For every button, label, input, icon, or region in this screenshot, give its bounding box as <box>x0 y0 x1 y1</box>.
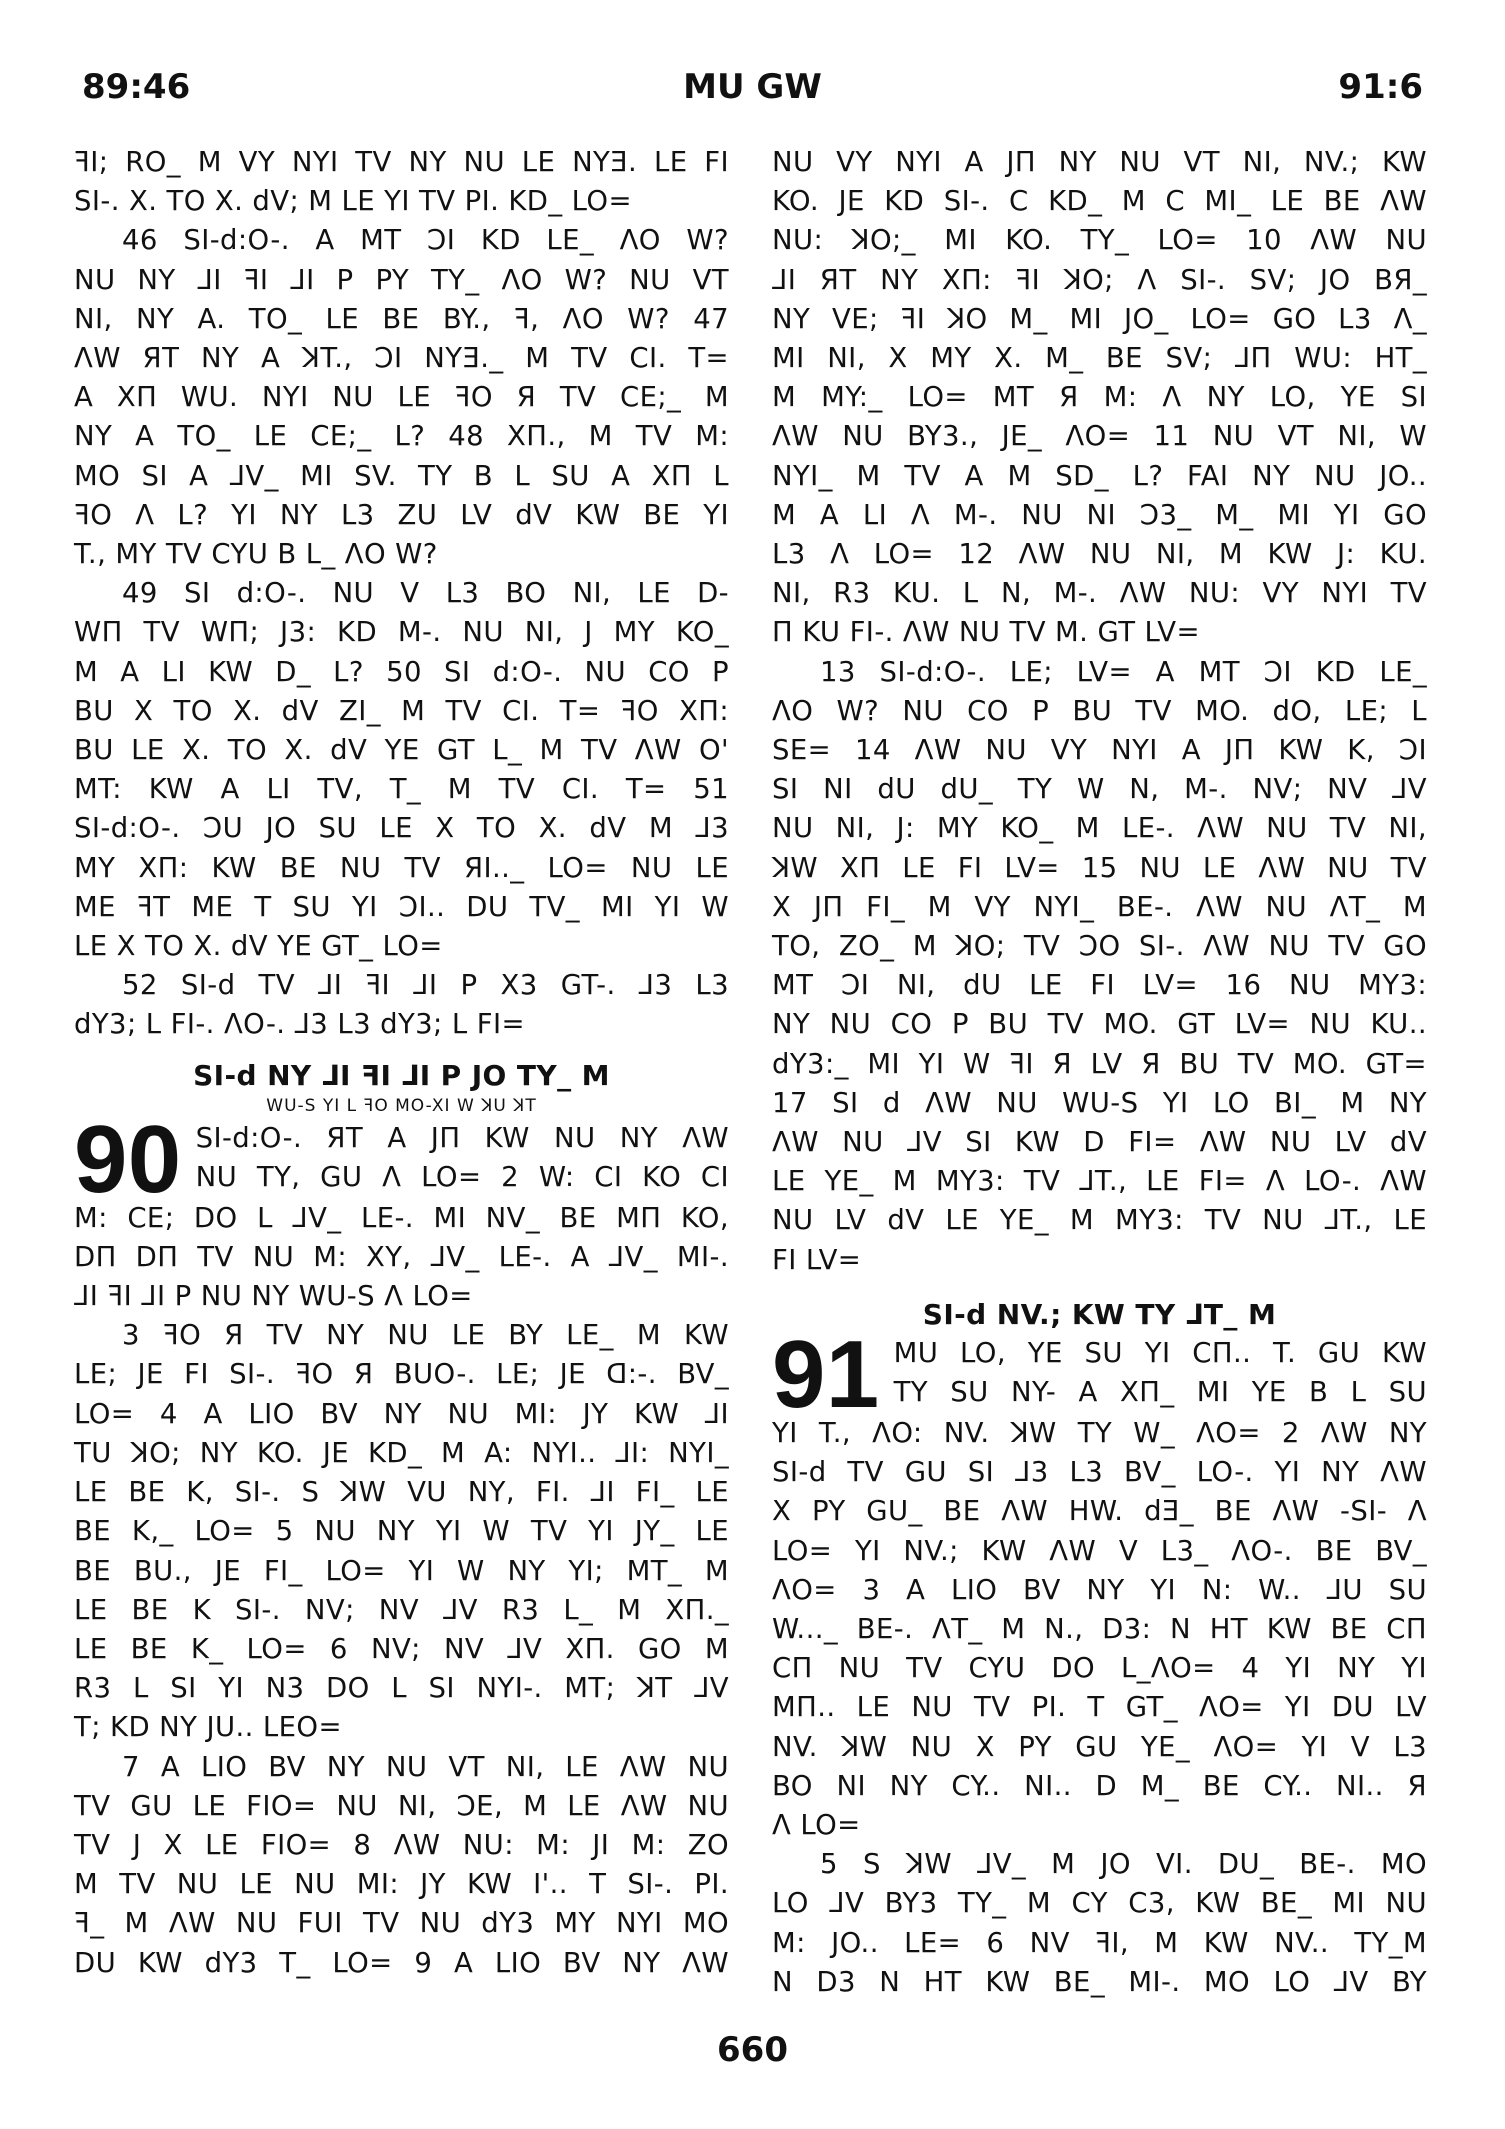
text-line: LO= YI NV.; KW ΛW V L3_ ΛO-. BE BV_ <box>772 1534 1427 1567</box>
page-number: 660 <box>717 2030 788 2070</box>
text-line: SI-d TV GU SI ⅃3 L3 BV_ LO-. YI NY ΛW <box>772 1456 1427 1489</box>
text-line: ⅃I ЯT NY XΠ: ꟻI ꓘO; Λ SI-. SV; JO BЯ_ <box>772 263 1427 296</box>
text-line: 52 SI-d TV ⅃I ꟻI ⅃I P X3 GT-. ⅃3 L3 <box>122 969 729 1002</box>
text-line: A XΠ WU. NYI NU LE ꟻO Я TV CE;_ M <box>74 381 729 414</box>
text-line: SI NI dU dU_ TY W N, M-. NV; NV ⅃V <box>772 773 1427 806</box>
verse-52-block <box>74 966 729 1044</box>
text-line: R3 L SI YI N3 DO L SI NYI-. MT; ꓘT ⅃V <box>74 1672 729 1705</box>
text-line: NY NU CO P BU TV MO. GT LV= NU KU.. <box>772 1008 1427 1041</box>
left-block-a <box>74 143 729 221</box>
verse-5-block <box>772 1845 1427 2002</box>
left-column <box>74 143 729 1983</box>
header-right-reference: 91:6 <box>1338 67 1423 107</box>
text-line: N D3 N HT KW BE_ MI-. MO LO ⅃V BY <box>772 1965 1427 1998</box>
text-line: ΛO= 3 A LIO BV NY YI N: W.. ⅃U SU <box>772 1573 1427 1606</box>
text-line: NU NY ⅃I ꟻI ⅃I P PY TY_ ΛO W? NU VT <box>74 263 729 296</box>
text-line: MT ƆI NI, dU LE FI LV= 16 NU MY3: <box>772 969 1427 1002</box>
text-line: CΠ NU TV CYU DO L_ΛO= 4 YI NY YI <box>772 1652 1427 1685</box>
text-line: X JΠ FI_ M VY NYI_ BE-. ΛW NU ΛT_ M <box>772 890 1427 923</box>
text-line: LE BE K_ LO= 6 NV; NV ⅃V XΠ. GO M <box>74 1632 729 1665</box>
text-line: M A LI KW D_ L? 50 SI d:O-. NU CO P <box>74 655 729 688</box>
text-line: SI-d:O-. ƆU JO SU LE X TO X. dV M ⅃3 <box>74 812 729 845</box>
text-line: L3 Λ LO= 12 ΛW NU NI, M KW J: KU. <box>772 538 1427 571</box>
text-line: TV J X LE FIO= 8 ΛW NU: M: JI M: ZO <box>74 1828 729 1861</box>
text-line: 49 SI d:O-. NU V L3 BO NI, LE D- <box>122 577 729 610</box>
right-block-a <box>772 143 1427 653</box>
chapter-90-heading: SI-d NY ⅃I ꟻI ⅃I P JO TY_ M <box>193 1058 610 1092</box>
text-line: ΛO W? NU CO P BU TV MO. dO, LE; L <box>772 694 1427 727</box>
text-line: TO, ZO_ M ꓘO; TV ƆO SI-. ΛW NU TV GO <box>772 930 1427 963</box>
text-line: NY A TO_ LE CE;_ L? 48 XΠ., M TV M: <box>74 420 729 453</box>
text-line: TV GU LE FIO= NU NI, ƆE, M LE ΛW NU <box>74 1789 729 1822</box>
text-line: LE BE K, SI-. S ꓘW VU NY, FI. ⅃I FI_ LE <box>74 1476 729 1509</box>
text-line: M: JO.. LE= 6 NV ꟻI, M KW NV.. TY_M <box>772 1926 1427 1959</box>
text-line: NI, R3 KU. L N, M-. ΛW NU: VY NYI TV <box>772 577 1427 610</box>
text-line: WΠ TV WΠ; J3: KD M-. NU NI, J MY KO_ <box>74 616 729 649</box>
verse-46-block <box>74 221 729 574</box>
text-line: 17 SI d ΛW NU WU-S YI LO BI_ M NY <box>772 1086 1427 1119</box>
text-line: ⅃I ꟻI ⅃I P NU NY WU-S Λ LO= <box>74 1280 473 1313</box>
text-line: TU ꓘO; NY KO. JE KD_ M A: NYI.. ⅃I: NYI_ <box>74 1436 729 1469</box>
text-line: Π KU FI-. ΛW NU TV M. GT LV= <box>772 616 1200 649</box>
header-book-title: MU GW <box>683 67 822 107</box>
text-line: MU LO, YE SU YI CΠ.. T. GU KW <box>893 1336 1427 1369</box>
chapter-90-number: 90 <box>74 1105 182 1213</box>
text-line: ꟻO Λ L? YI NY L3 ZU LV dV KW BE YI <box>74 498 729 531</box>
text-line: M: CE; DO L ⅃V_ LE-. MI NV_ BE MΠ KO, <box>74 1201 729 1234</box>
chapter-90-subtitle: WU-S YI L ꟻO MO-XI W ꓘU ꓘT <box>266 1095 537 1116</box>
text-line: BE K,_ LO= 5 NU NY YI W TV YI JY_ LE <box>74 1515 729 1548</box>
text-line: Λ LO= <box>772 1808 861 1841</box>
chapter-91-number: 91 <box>772 1320 880 1428</box>
chapter-91-opening <box>772 1320 1427 1428</box>
text-line: NYI_ M TV A M SD_ L? FAI NY NU JO.. <box>772 459 1427 492</box>
text-line: MY XΠ: KW BE NU TV ЯI.._ LO= NU LE <box>74 851 729 884</box>
right-column <box>772 143 1427 2002</box>
text-line: T; KD NY JU.. LEO= <box>74 1711 342 1744</box>
text-line: dY3:_ MI YI W ꟻI Я LV Я BU TV MO. GT= <box>772 1047 1427 1080</box>
verse-49-block <box>74 574 729 966</box>
text-line: LO= 4 A LIO BV NY NU MI: JY KW ⅃I <box>74 1397 729 1430</box>
text-line: LE; JE FI SI-. ꟻO Я BUO-. LE; JE ꓷ:-. BV_ <box>74 1358 729 1391</box>
text-line: NV. ꓘW NU X PY GU YE_ ΛO= YI V L3 <box>772 1730 1427 1763</box>
text-line: NU LV dV LE YE_ M MY3: TV NU ⅃T., LE <box>772 1204 1427 1237</box>
text-line: ME ꟻT ME T SU YI ƆI.. DU TV_ MI YI W <box>74 890 729 923</box>
text-line: NY VE; ꟻI ꓘO M_ MI JO_ LO= GO L3 Λ_ <box>772 302 1427 335</box>
text-line: ꟻI; RO_ M VY NYI TV NY NU LE NYƎ. LE FI <box>74 146 729 178</box>
text-line: 3 ꟻO Я TV NY NU LE BY LE_ M KW <box>122 1319 729 1352</box>
text-line: YI T., ΛO: NV. ꓘW TY W_ ΛO= 2 ΛW NY <box>772 1416 1427 1449</box>
text-line: MI NI, X MY X. M_ BE SV; ⅃Π WU: HT_ <box>772 342 1427 375</box>
text-line: NU TY, GU Λ LO= 2 W: CI KO CI <box>195 1160 729 1193</box>
text-line: M A LI Λ M-. NU NI Ɔ3_ M_ MI YI GO <box>772 498 1427 531</box>
text-line: FI LV= <box>772 1243 862 1276</box>
text-line: MO SI A ⅃V_ MI SV. TY B L SU A XΠ L <box>74 459 729 492</box>
text-line: ΛW ЯT NY A ꓘT., ƆI NYƎ._ M TV CI. T= <box>74 342 729 375</box>
text-line: ΛW NU ⅃V SI KW D FI= ΛW NU LV dV <box>772 1126 1427 1159</box>
text-line: ꓘW XΠ LE FI LV= 15 NU LE ΛW NU TV <box>772 851 1427 884</box>
text-line: BU X TO X. dV ZI_ M TV CI. T= ꟻO XΠ: <box>74 694 729 727</box>
text-line: 46 SI-d:O-. A MT ƆI KD LE_ ΛO W? <box>122 224 729 257</box>
text-line: M MY:_ LO= MT Я M: Λ NY LO, YE SI <box>772 381 1427 414</box>
text-line: ΛW NU BY3., JE_ ΛO= 11 NU VT NI, W <box>772 420 1427 453</box>
text-line: LE BE K SI-. NV; NV ⅃V R3 L_ M XΠ._ <box>74 1593 729 1626</box>
text-line: MΠ.. LE NU TV PI. T GT_ ΛO= YI DU LV <box>772 1691 1427 1724</box>
text-line: BO NI NY CY.. NI.. D M_ BE CY.. NI.. Я <box>772 1769 1427 1802</box>
text-line: MT: KW A LI TV, T_ M TV CI. T= 51 <box>74 773 729 806</box>
text-line: 5 S ꓘW ⅃V_ M JO VI. DU_ BE-. MO <box>820 1848 1427 1881</box>
text-line: W..._ BE-. ΛT_ M N., D3: N HT KW BE CΠ <box>772 1612 1427 1645</box>
text-line: TY SU NY- A XΠ_ MI YE B L SU <box>893 1376 1427 1409</box>
text-line: DΠ DΠ TV NU M: XY, ⅃V_ LE-. A ⅃V_ MI-. <box>74 1240 729 1273</box>
text-line: 13 SI-d:O-. LE; LV= A MT ƆI KD LE_ <box>820 655 1427 688</box>
text-line: LE YE_ M MY3: TV ⅃T., LE FI= Λ LO-. ΛW <box>772 1165 1427 1198</box>
verse-7-block <box>74 1748 729 1983</box>
text-line: DU KW dY3 T_ LO= 9 A LIO BV NY ΛW <box>74 1946 729 1979</box>
verse-13-block <box>772 653 1427 1280</box>
text-line: NI, NY A. TO_ LE BE BY., ꟻ, ΛO W? 47 <box>74 302 729 335</box>
text-line: NU VY NYI A JΠ NY NU VT NI, NV.; KW <box>772 146 1427 178</box>
text-line: KO. JE KD SI-. C KD_ M C MI_ LE BE ΛW <box>772 185 1427 218</box>
text-line: X PY GU_ BE ΛW HW. dƎ_ BE ΛW -SI- Λ <box>772 1495 1427 1528</box>
chapter-90-rest <box>74 1199 729 1317</box>
verse-3-block <box>74 1316 729 1747</box>
text-line: dY3; L FI-. ΛO-. ⅃3 L3 dY3; L FI= <box>74 1008 525 1041</box>
chapter-91-rest <box>772 1414 1427 1845</box>
text-line: NU NI, J: MY KO_ M LE-. ΛW NU TV NI, <box>772 812 1427 845</box>
text-line: T., MY TV CYU B L_ ΛO W? <box>74 538 438 571</box>
text-line: BE BU., JE FI_ LO= YI W NY YI; MT_ M <box>74 1554 729 1587</box>
text-line: LE X TO X. dV YE GT_ LO= <box>74 930 443 963</box>
text-line: NU: ꓘO;_ MI KO. TY_ LO= 10 ΛW NU <box>772 224 1427 257</box>
text-line: SI-. X. TO X. dV; M LE YI TV PI. KD_ LO= <box>74 185 632 218</box>
text-line: 7 A LIO BV NY NU VT NI, LE ΛW NU <box>122 1750 729 1783</box>
text-line: SI-d:O-. ЯT A JΠ KW NU NY ΛW <box>195 1121 729 1154</box>
header-left-reference: 89:46 <box>82 67 191 107</box>
text-line: SE= 14 ΛW NU VY NYI A JΠ KW K, ƆI <box>772 734 1427 767</box>
text-line: LO ⅃V BY3 TY_ M CY C3, KW BE_ MI NU <box>772 1887 1427 1920</box>
text-line: ꟻ_ M ΛW NU FUI TV NU dY3 MY NYI MO <box>74 1907 729 1940</box>
text-line: M TV NU LE NU MI: JY KW I'.. T SI-. PI. <box>74 1868 729 1901</box>
text-line: BU LE X. TO X. dV YE GT L_ M TV ΛW O' <box>74 734 729 767</box>
chapter-91-heading: SI-d NV.; KW TY ⅃T_ M <box>922 1297 1277 1331</box>
